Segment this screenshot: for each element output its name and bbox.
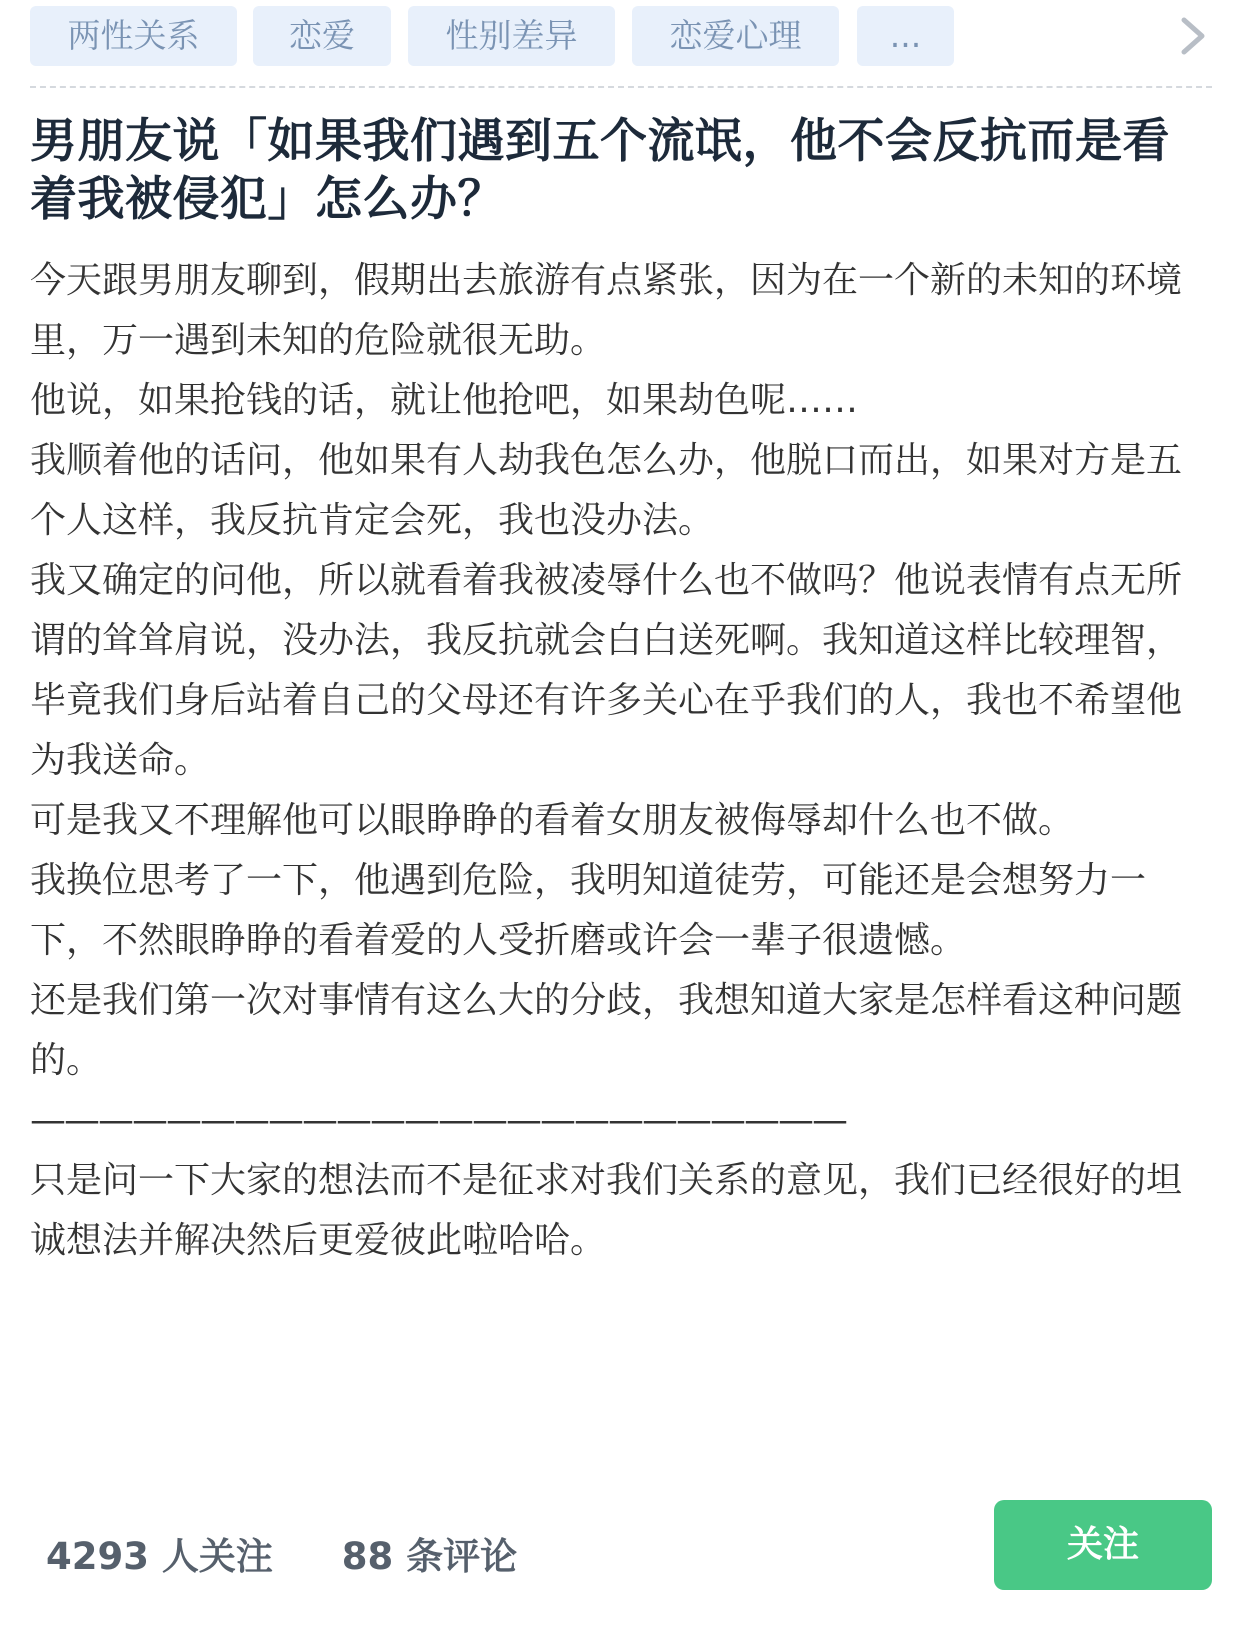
topic-tag-bar: [30, 0, 1212, 88]
topic-tag[interactable]: 恋爱心理: [632, 6, 839, 66]
topic-tag[interactable]: 恋爱: [253, 6, 391, 66]
question-stats: [46, 1526, 573, 1580]
topic-tag[interactable]: 两性关系: [30, 6, 237, 66]
body-paragraph: 只是问一下大家的想法而不是征求对我们关系的意见，我们已经很好的坦诚想法并解决然后更爱彼此啦哈哈。: [30, 1160, 1183, 1261]
body-paragraph: 今天跟男朋友聊到，假期出去旅游有点紧张，因为在一个新的未知的环境里，万一遇到未知的危险就很无助。: [30, 260, 1183, 361]
body-paragraph: 我换位思考了一下，他遇到危险，我明知道徒劳，可能还是会想努力一下，不然眼睁睁的看着爱的人受折磨或许会一辈子很遗憾。: [30, 860, 1147, 961]
question-footer: [46, 1500, 1212, 1596]
topic-tag-more[interactable]: ...: [857, 6, 954, 66]
body-paragraph: 我又确定的问他，所以就看着我被凌辱什么也不做吗？他说表情有点无所谓的耸耸肩说，没办法，我反抗就会白白送死啊。我知道这样比较理智，毕竟我们身后站着自己的父母还有许多关心在乎我们的人，我也不希望他为我送命。: [30, 560, 1183, 781]
question-body: [30, 251, 1212, 1271]
body-paragraph: 还是我们第一次对事情有这么大的分歧，我想知道大家是怎样看这种问题的。: [30, 980, 1183, 1081]
body-paragraph: 我顺着他的话问，他如果有人劫我色怎么办，他脱口而出，如果对方是五个人这样，我反抗肯定会死，我也没办法。: [30, 440, 1183, 541]
question-title: 男朋友说「如果我们遇到五个流氓，他不会反抗而是看着我被侵犯」怎么办？: [30, 114, 1170, 227]
topic-tag[interactable]: 性别差异: [408, 6, 615, 66]
chevron-right-icon[interactable]: [1172, 14, 1212, 58]
body-paragraph: 他说，如果抢钱的话，就让他抢吧，如果劫色呢……: [30, 380, 859, 421]
follow-button[interactable]: 关注: [994, 1500, 1212, 1590]
body-divider-line: ————————————————————————: [30, 1100, 846, 1141]
followers-count[interactable]: 4293 人关注: [46, 1535, 273, 1578]
comments-count[interactable]: 88 条评论: [341, 1535, 518, 1578]
body-paragraph: 可是我又不理解他可以眼睁睁的看着女朋友被侮辱却什么也不做。: [30, 800, 1075, 841]
